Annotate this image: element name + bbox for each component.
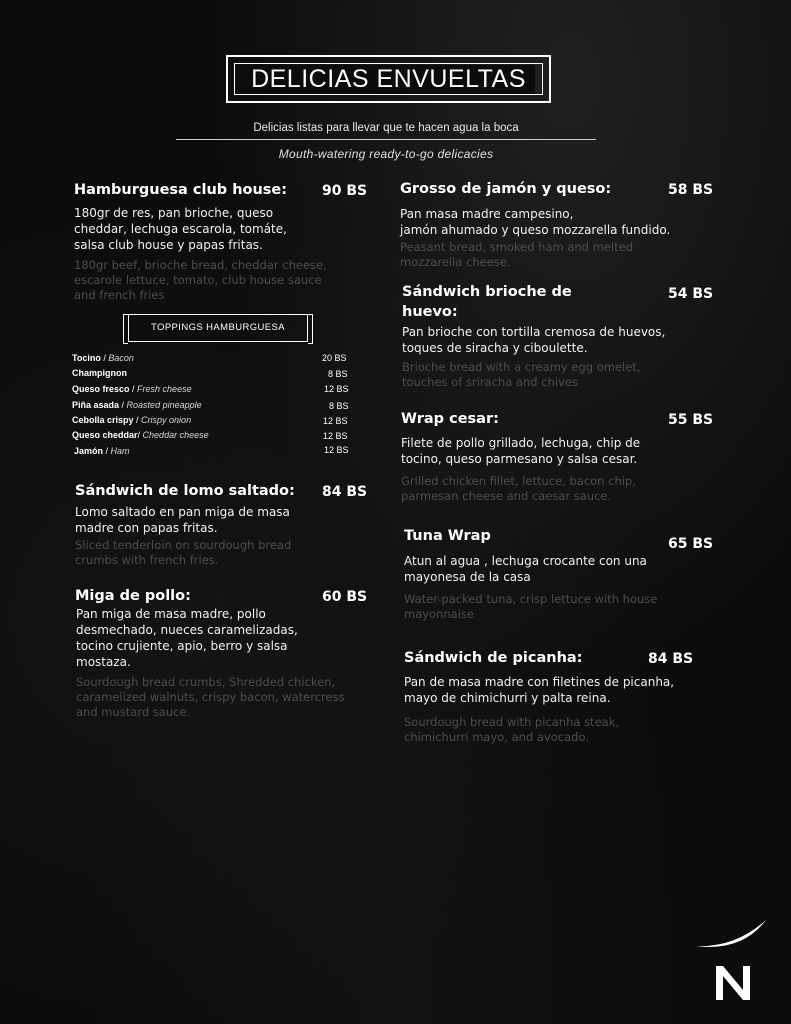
menu-item-description-english: Brioche bread with a creamy egg omelet, touches of sriracha and chives	[402, 360, 641, 389]
menu-item-description-english: Water-packed tuna, crisp lettuce with house mayonnaise	[404, 592, 658, 621]
menu-item-price: 84 BS	[322, 484, 368, 500]
menu-item-price: 54 BS	[668, 286, 714, 302]
menu-item-price: 65 BS	[668, 536, 714, 552]
topping-row: Cebolla crispy / Crispy onion	[72, 415, 192, 425]
topping-row: Jamón / Ham	[74, 446, 130, 456]
menu-item-name: Tuna Wrap	[404, 528, 491, 544]
menu-item-price: 58 BS	[668, 182, 714, 198]
menu-item-description: Pan miga de masa madre, pollo desmechado, nueces caramelizadas, tocino crujiente, apio, berro y salsa mostaza.	[76, 607, 298, 669]
title-frame	[226, 55, 551, 103]
menu-item-description-english: Peasant bread, smoked ham and melted mozzarella cheese.	[400, 240, 633, 269]
topping-price: 12 BS	[323, 416, 348, 426]
topping-price: 12 BS	[324, 445, 349, 455]
menu-item-name: Miga de pollo:	[75, 588, 191, 604]
menu-item-description-english: 180gr beef, brioche bread, cheddar cheese, escarole lettuce, tomato, club house sauce and french fries	[74, 258, 327, 302]
menu-item-name: Grosso de jamón y queso:	[400, 181, 612, 197]
toppings-header-box	[128, 314, 308, 342]
topping-price: 8 BS	[328, 369, 348, 379]
menu-item-description: Pan masa madre campesino, jamón ahumado y queso mozzarella fundido.	[400, 207, 671, 237]
menu-item-name: Sándwich de picanha:	[404, 650, 583, 666]
toppings-title: TOPPINGS HAMBURGUESA	[151, 322, 285, 333]
topping-price: 20 BS	[322, 353, 347, 363]
menu-item-description-english: Sliced tenderloin on sourdough bread crumbs with french fries.	[75, 538, 292, 567]
topping-row: Champignon	[72, 368, 127, 378]
menu-item-description-english: Sourdough bread with picanha steak, chimichurri mayo, and avocado.	[404, 715, 620, 744]
menu-item-description-english: Sourdough bread crumbs, Shredded chicken, caramelized walnuts, crispy bacon, watercress and mustard sauce.	[76, 675, 345, 719]
menu-item-description: Lomo saltado en pan miga de masa madre con papas fritas.	[75, 505, 290, 535]
menu-item-price: 90 BS	[322, 183, 368, 199]
topping-row: Piña asada / Roasted pineapple	[72, 400, 202, 410]
menu-item-name-continued: huevo:	[402, 304, 458, 320]
header-divider	[176, 139, 596, 140]
menu-item-description: Pan brioche con tortilla cremosa de huevos, toques de siracha y ciboulette.	[402, 325, 666, 355]
menu-item-name: Hamburguesa club house:	[74, 182, 288, 198]
menu-item-name: Sándwich de lomo saltado:	[75, 483, 295, 499]
menu-item-description: Atun al agua , lechuga crocante con una mayonesa de la casa	[404, 554, 647, 584]
topping-row: Tocino / Bacon	[72, 353, 134, 363]
menu-item-name: Sándwich brioche de	[402, 284, 572, 300]
menu-item-description: Filete de pollo grillado, lechuga, chip de tocino, queso parmesano y salsa cesar.	[401, 436, 641, 466]
menu-item-description: 180gr de res, pan brioche, queso cheddar, lechuga escarola, tomáte, salsa club house y papas fritas.	[74, 206, 287, 252]
novotel-logo-icon	[690, 918, 770, 1008]
menu-item-price: 84 BS	[648, 651, 694, 667]
page-title: DELICIAS ENVUELTAS	[242, 65, 535, 94]
menu-item-price: 55 BS	[668, 412, 714, 428]
menu-item-description: Pan de masa madre con filetines de picanha, mayo de chimichurri y palta reina.	[404, 675, 675, 705]
page-subtitle-english: Mouth-watering ready-to-go delicacies	[278, 147, 494, 161]
menu-item-name: Wrap cesar:	[401, 411, 499, 427]
page-subtitle: Delicias listas para llevar que te hacen agua la boca	[253, 122, 519, 134]
topping-price: 8 BS	[329, 401, 349, 411]
topping-row: Queso fresco / Fresh cheese	[72, 384, 192, 394]
menu-item-price: 60 BS	[322, 589, 368, 605]
topping-price: 12 BS	[324, 384, 349, 394]
menu-item-description-english: Grilled chicken fillet, lettuce, bacon chip, parmesan cheese and caesar sauce.	[401, 474, 636, 503]
topping-row: Queso cheddar/ Cheddar cheese	[72, 430, 209, 440]
topping-price: 12 BS	[323, 431, 348, 441]
